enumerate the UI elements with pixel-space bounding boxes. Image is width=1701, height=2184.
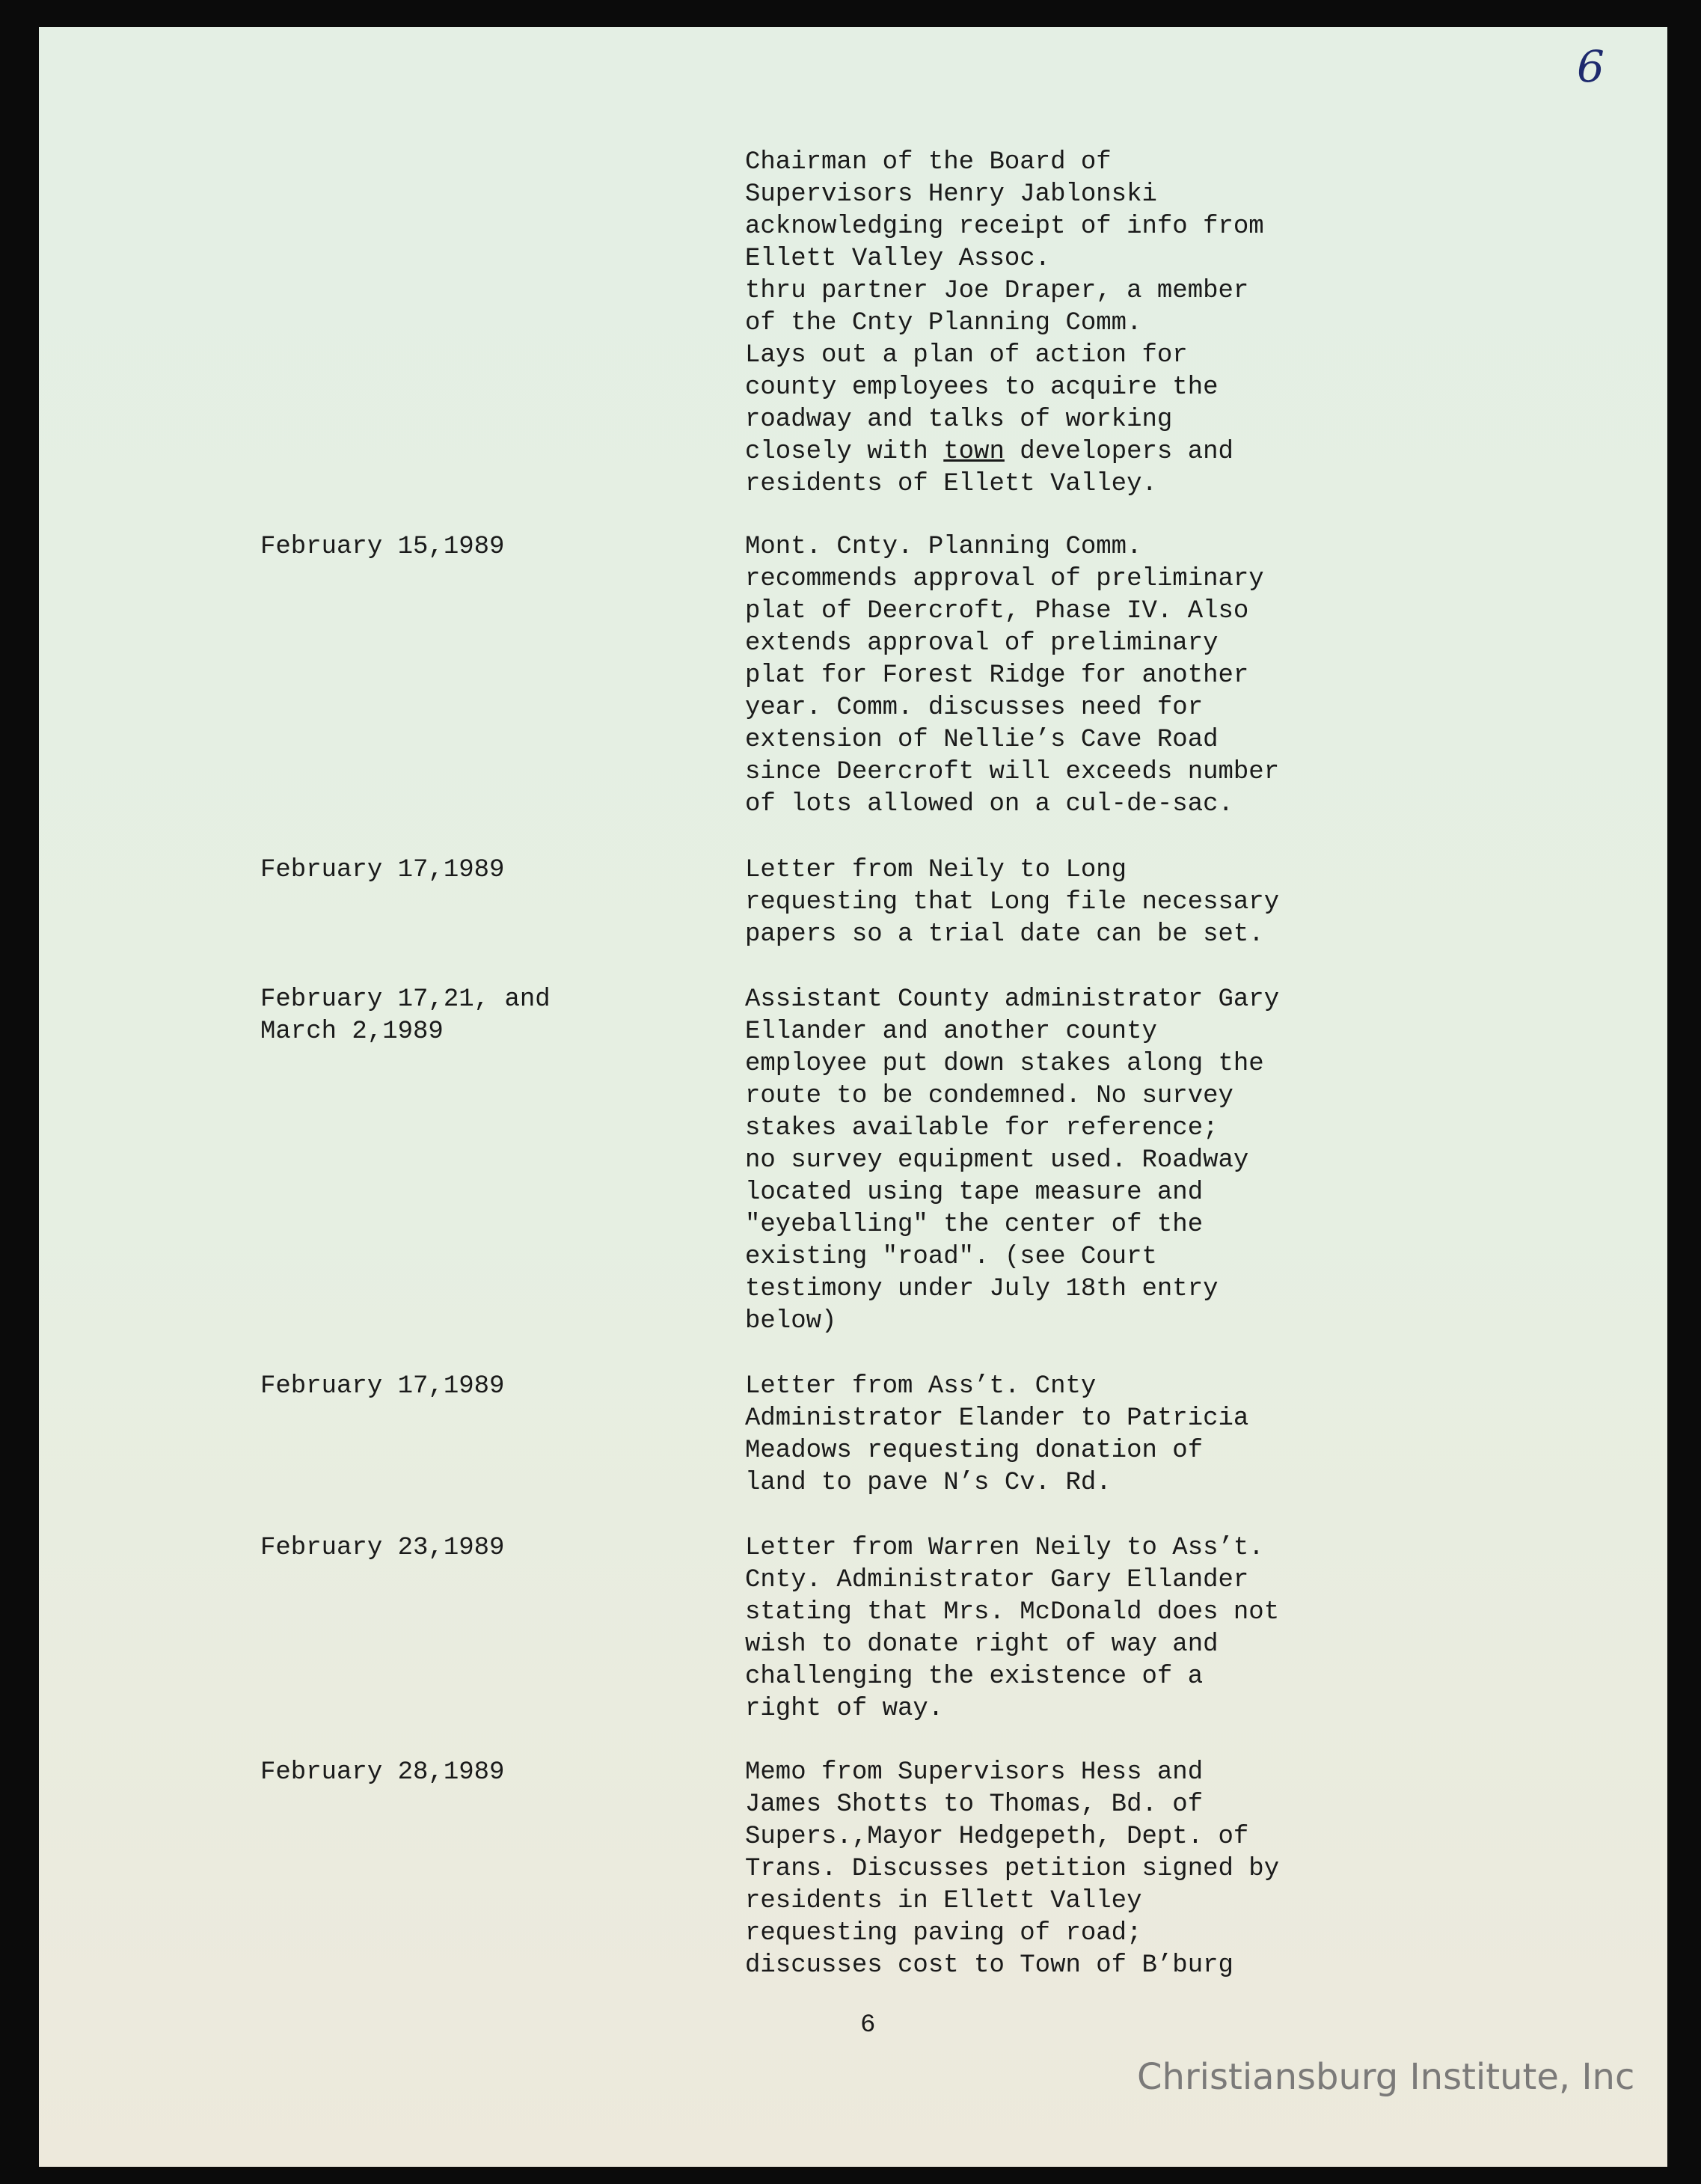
entry-description: Mont. Cnty. Planning Comm. recommends approval of preliminary plat of Deercroft, Phase IV. Also extends approval of preliminary plat for Forest Ridge for another year. Comm. discusses need for extension of Nellie’s Cave Road since Deercroft will exceeds number of lots allowed on a cul-de-sac. bbox=[745, 533, 1280, 819]
entry-date: February 17,1989 bbox=[260, 856, 505, 884]
watermark: Christiansburg Institute, Inc bbox=[1137, 2056, 1635, 2098]
entry-description: Letter from Ass’t. Cnty Administrator Elander to Patricia Meadows requesting donation of land to pave N’s Cv. Rd. bbox=[745, 1372, 1249, 1497]
scan-border bbox=[22, 0, 39, 2184]
entry-date: February 17,21, and March 2,1989 bbox=[260, 985, 551, 1046]
underlined-word: town bbox=[943, 438, 1005, 466]
entry-description: Chairman of the Board of Supervisors Henry Jablonski acknowledging receipt of info from Ellett Valley Assoc. thru partner Joe Draper, a member of the Cnty Planning Comm. Lays out a plan of action for county employees to acquire the roadway and talks of working closely with town developers and residents of Ellett Valley. bbox=[745, 148, 1264, 498]
entry-description: Assistant County administrator Gary Ellander and another county employee put down stakes along the route to be condemned. No survey stakes available for reference; no survey equipment used. Roadway located using tape measure and "eyeballing" the center of the existing "road". (see Court testimony under July 18th entry below) bbox=[745, 985, 1280, 1336]
entry-date: February 28,1989 bbox=[260, 1758, 505, 1787]
entry-date: February 17,1989 bbox=[260, 1372, 505, 1401]
entry-date: February 23,1989 bbox=[260, 1534, 505, 1562]
footer-page-number: 6 bbox=[860, 2011, 876, 2040]
entry-description: Memo from Supervisors Hess and James Shotts to Thomas, Bd. of Supers.,Mayor Hedgepeth, Dept. of Trans. Discusses petition signed by residents in Ellett Valley requesting paving of road; discusses cost to Town of B’burg bbox=[745, 1758, 1280, 1980]
entry-date: February 15,1989 bbox=[260, 533, 505, 561]
entry-description: Letter from Neily to Long requesting that Long file necessary papers so a trial date can be set. bbox=[745, 856, 1280, 949]
entry-description: Letter from Warren Neily to Ass’t. Cnty. Administrator Gary Ellander stating that Mrs. McDonald does not wish to donate right of way and challenging the existence of a right of way. bbox=[745, 1534, 1280, 1723]
handwritten-page-number: 6 bbox=[1577, 41, 1605, 92]
